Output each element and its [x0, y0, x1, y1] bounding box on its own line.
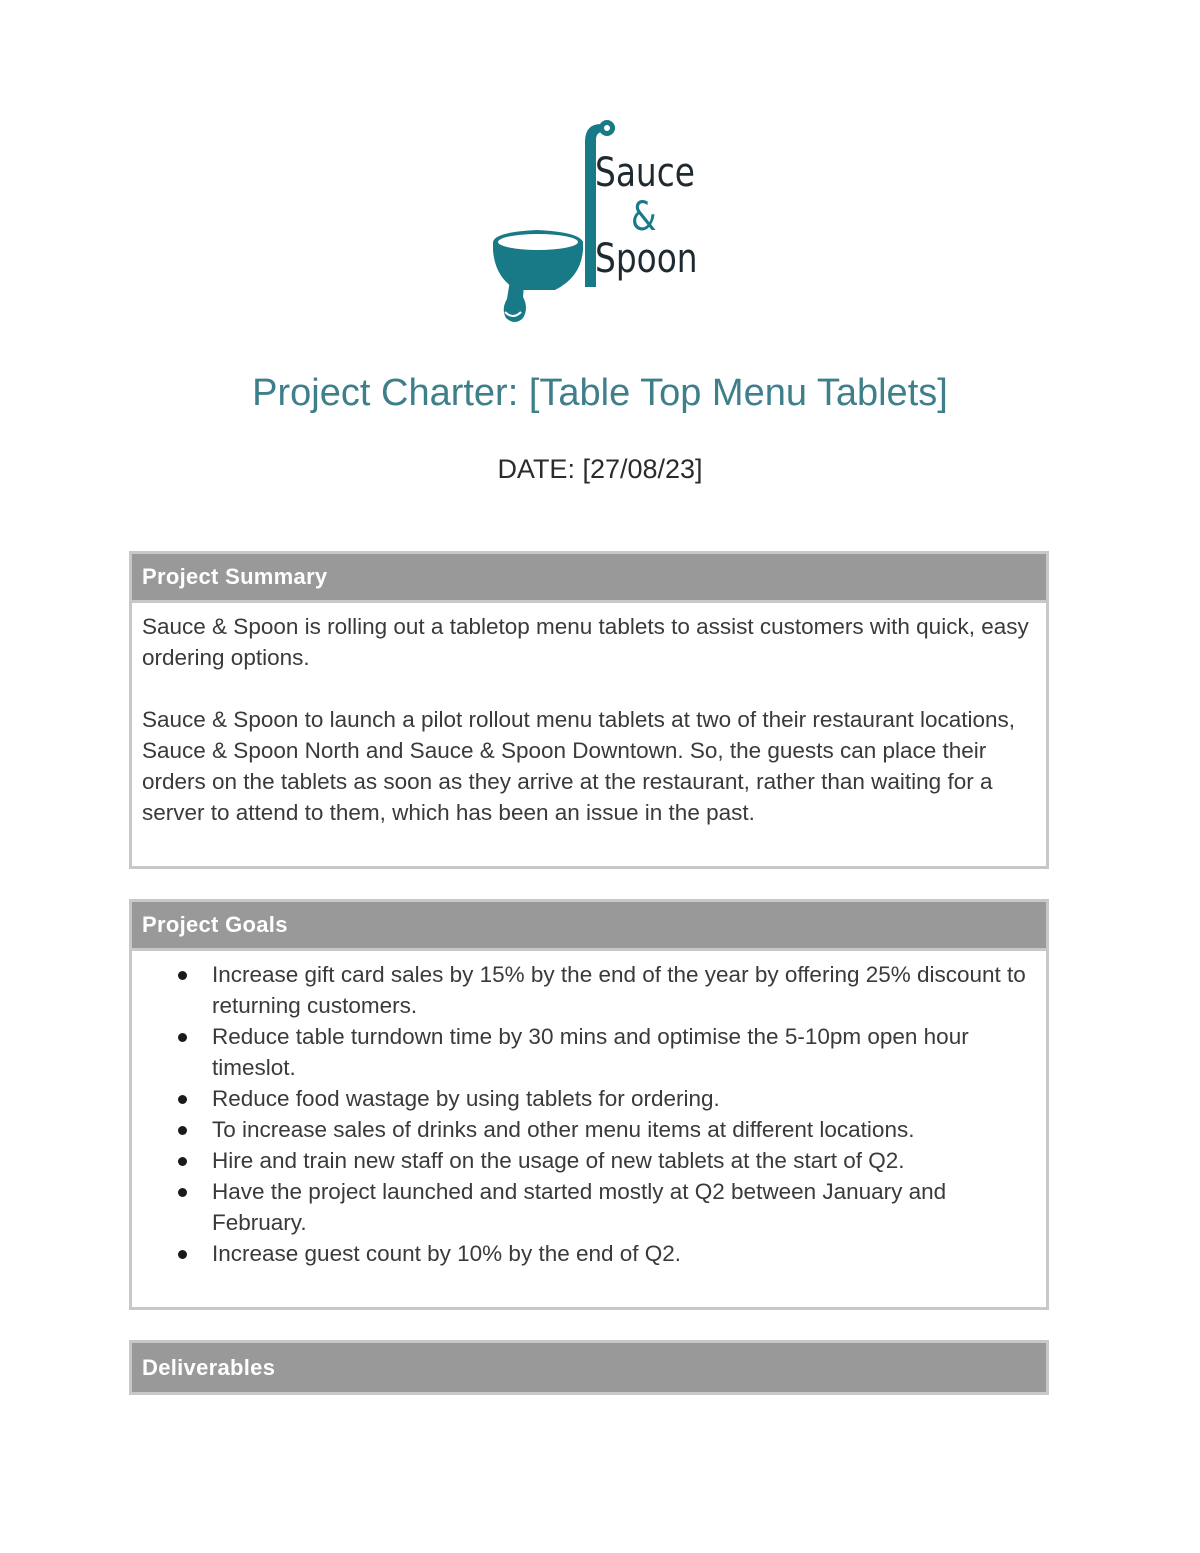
deliverables-section: [129, 1340, 1049, 1395]
logo-text-sauce: Sauce: [595, 150, 695, 196]
project-goals-body: [132, 951, 1046, 1269]
bullet-icon: [178, 971, 187, 980]
bullet-icon: [178, 1157, 187, 1166]
deliverables-header: Deliverables: [132, 1343, 1046, 1392]
goal-text: Have the project launched and started mostly at Q2 between January and February.: [212, 1179, 947, 1235]
bullet-icon: [178, 1033, 187, 1042]
document-date: DATE: [27/08/23]: [497, 454, 703, 484]
project-summary-section: [129, 551, 1049, 869]
goal-text: Hire and train new staff on the usage of new tablets at the start of Q2.: [212, 1148, 905, 1173]
project-summary-header: Project Summary: [132, 554, 1046, 603]
bullet-icon: [178, 1126, 187, 1135]
list-item: [212, 1021, 1034, 1083]
goal-text: Reduce table turndown time by 30 mins and optimise the 5-10pm open hour timeslot.: [212, 1024, 969, 1080]
project-goals-section: [129, 899, 1049, 1310]
ladle-icon: [455, 82, 745, 362]
bullet-icon: [178, 1095, 187, 1104]
goal-text: Increase gift card sales by 15% by the end of the year by offering 25% discount to returning customers.: [212, 962, 1026, 1018]
goal-text: To increase sales of drinks and other menu items at different locations.: [212, 1117, 915, 1142]
bullet-icon: [178, 1188, 187, 1197]
page-title: Project Charter: [Table Top Menu Tablets]: [252, 372, 948, 414]
sauce-and-spoon-logo: [455, 82, 745, 362]
logo-text-spoon: Spoon: [595, 236, 698, 282]
goals-list: [142, 959, 1034, 1269]
bullet-icon: [178, 1250, 187, 1259]
list-item: [212, 1114, 1034, 1145]
list-item: [212, 1083, 1034, 1114]
list-item: [212, 1145, 1034, 1176]
project-summary-body: [132, 603, 1046, 828]
list-item: [212, 1176, 1034, 1238]
summary-paragraph: Sauce & Spoon is rolling out a tabletop menu tablets to assist customers with quick, easy ordering options.: [142, 614, 1029, 670]
goal-text: Reduce food wastage by using tablets for ordering.: [212, 1086, 720, 1111]
list-item: [212, 959, 1034, 1021]
logo-text-ampersand: &: [631, 194, 657, 240]
list-item: [212, 1238, 1034, 1269]
summary-paragraph: Sauce & Spoon to launch a pilot rollout menu tablets at two of their restaurant locations, Sauce & Spoon North and Sauce & Spoon Downtown. So, the guests can place their orders on the tablets as soon as they arrive at the restaurant, rather than waiting for a server to attend to them, which has been an issue in the past.: [142, 707, 1016, 825]
project-goals-header: Project Goals: [132, 902, 1046, 951]
goal-text: Increase guest count by 10% by the end of Q2.: [212, 1241, 682, 1266]
